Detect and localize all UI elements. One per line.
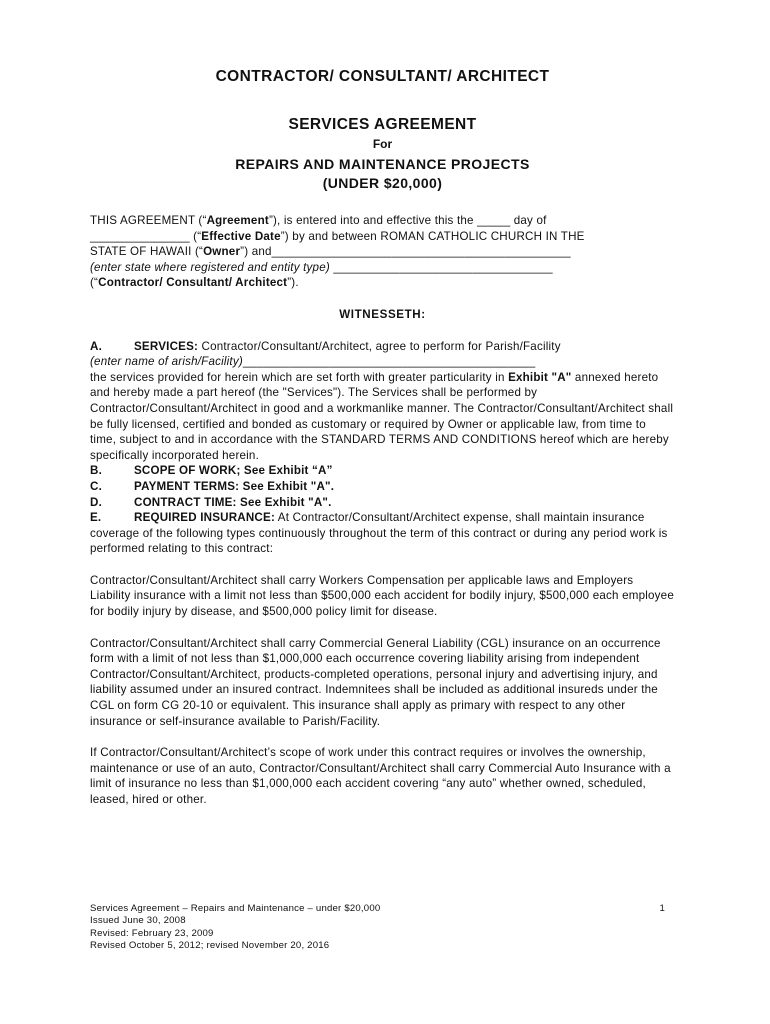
- section-b: B. SCOPE OF WORK; See Exhibit “A”: [90, 464, 333, 478]
- document-subtitle: SERVICES AGREEMENT: [288, 116, 477, 133]
- footer-line-2: Issued June 30, 2008: [90, 915, 186, 927]
- auto-paragraph: If Contractor/Consultant/Architect’s scope of work under this contract requires or involves the ownership, maintenance or use of an auto, Contractor/Consultant/Architect shall carry Commercial Auto Insurance with a limit of insurance no less than $1,000,000 each accident covering “any auto” whether owned, scheduled, leased, hired or other.: [90, 746, 671, 806]
- intro-paragraph: THIS AGREEMENT (“Agreement”), is entered into and effective this the _____ day of _______________ (“Effective Date”) by and between ROMAN CATHOLIC CHURCH IN THE STATE OF HAWAII (“Owner”) and_____________________________________________ (enter state where registered and entity type) _________________________________ (“Contractor/ Consultant/ Architect”).: [90, 214, 585, 290]
- section-e: E. REQUIRED INSURANCE: At Contractor/Consultant/Architect expense, shall maintain insurance coverage of the following types continuously throughout the term of this contract or during any period work is performed relating to this contract:: [90, 511, 668, 556]
- document-for: For: [372, 137, 393, 151]
- footer-line-1: Services Agreement – Repairs and Maintenance – under $20,000: [90, 903, 381, 914]
- document-project: REPAIRS AND MAINTENANCE PROJECTS: [235, 156, 530, 172]
- page-number: 1: [659, 903, 665, 914]
- section-c: C. PAYMENT TERMS: See Exhibit "A".: [90, 479, 335, 493]
- document-limit: (UNDER $20,000): [322, 175, 443, 191]
- footer-line-3: Revised: February 23, 2009: [90, 927, 214, 939]
- document-page: [90, 68, 675, 808]
- workers-comp-paragraph: Contractor/Consultant/Architect shall carry Workers Compensation per applicable laws and Employers Liability insurance with a limit not less than $500,000 each accident for bodily injury, $500,000 each employee for bodily injury by disease, and $500,000 policy limit for disease.: [90, 573, 674, 619]
- section-d: D. CONTRACT TIME: See Exhibit "A".: [90, 495, 332, 509]
- page-footer: [90, 903, 665, 953]
- document-title: CONTRACTOR/ CONSULTANT/ ARCHITECT: [215, 68, 550, 85]
- section-a: A. SERVICES: Contractor/Consultant/Architect, agree to perform for Parish/Facility (enter name of arish/Facility)____________________________________________ the services provided for herein which are set forth with greater particularity in Exhibit "A" annexed hereto and hereby made a part hereof (the "Services"). The Services shall be performed by Contractor/Consultant/Architect in good and a workmanlike manner. The Contractor/Consultant/Architect shall be fully licensed, certified and bonded as customary or required by Owner or applicable law, from time to time, subject to and in accordance with the STANDARD TERMS AND CONDITIONS hereof which are hereby specifically incorporated herein.: [90, 339, 674, 462]
- cgl-paragraph: Contractor/Consultant/Architect shall carry Commercial General Liability (CGL) insurance on an occurrence form with a limit of not less than $1,000,000 each occurrence covering liability arising from independent Contractor/Consultant/Architect, products-completed operations, personal injury and advertising injury, and liability assumed under an insured contract. Indemnitees shall be included as additional insureds under the CGL on form CG 20-10 or equivalent. This insurance shall apply as primary with respect to any other insurance or self-insurance available to Parish/Facility.: [90, 636, 661, 728]
- witnesseth-heading: WITNESSETH:: [339, 307, 426, 321]
- footer-line-4: Revised October 5, 2012; revised November 20, 2016: [90, 940, 330, 952]
